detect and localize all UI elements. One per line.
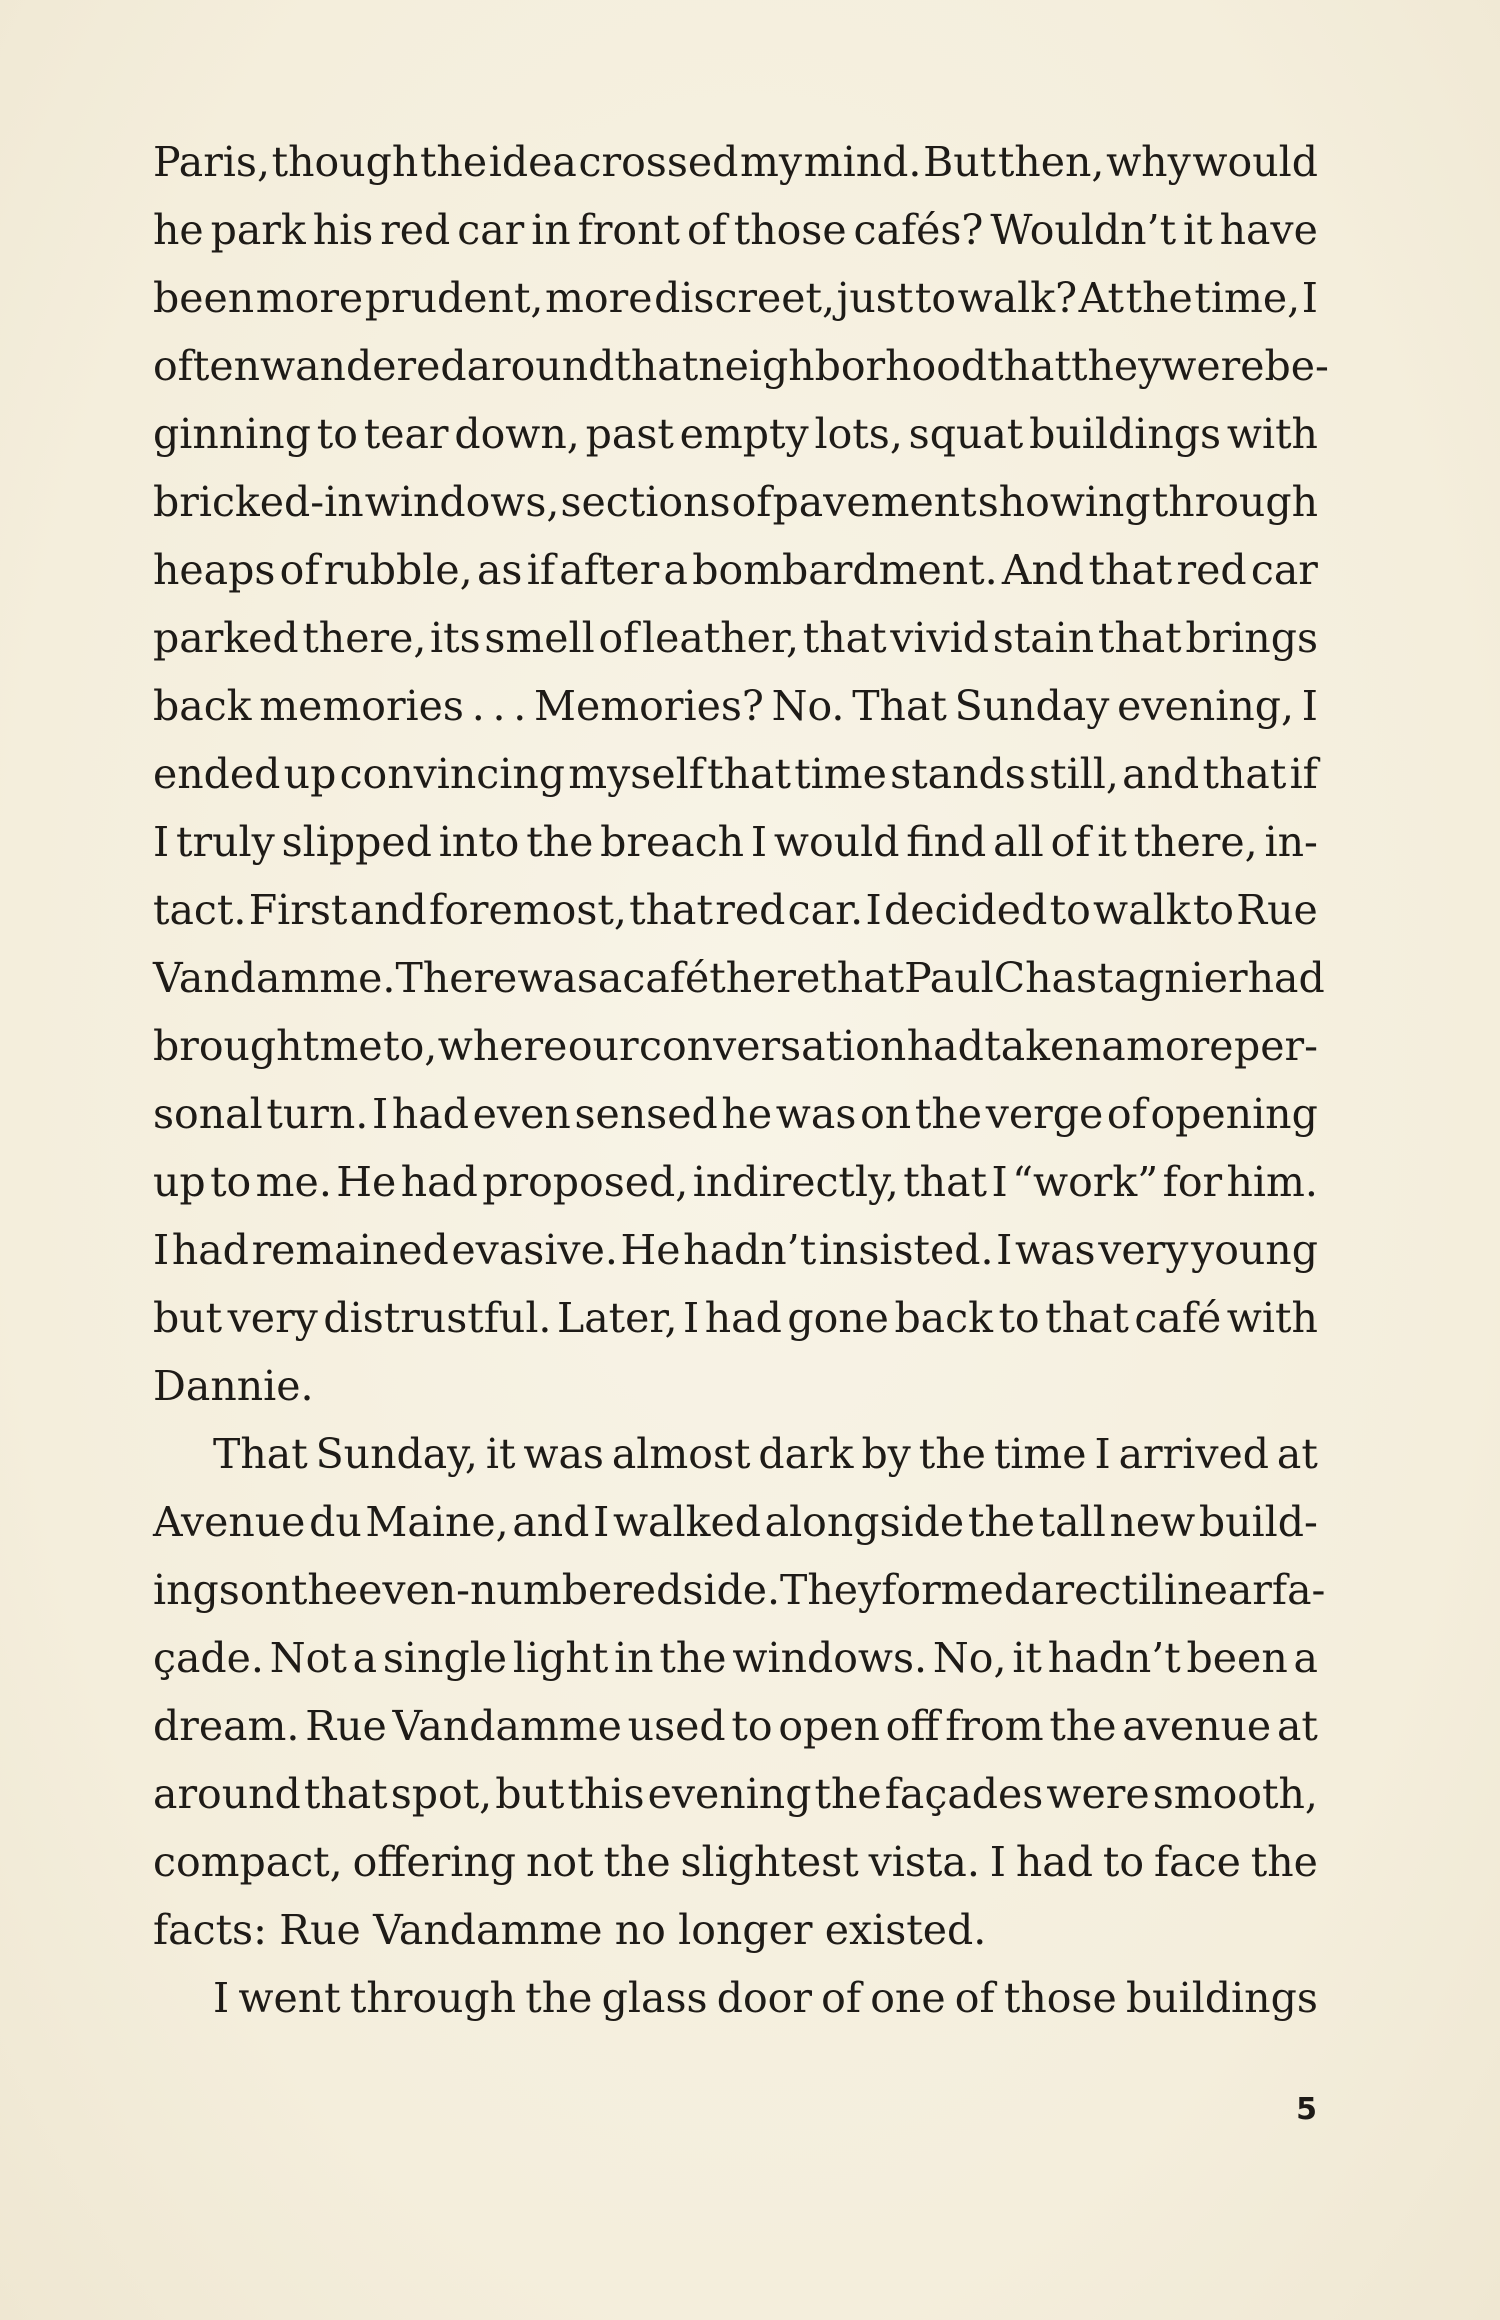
text-line: parked there, its smell of leather, that vivid stain that brings	[153, 614, 1318, 662]
body-text	[153, 128, 1329, 2032]
text-line: I truly slipped into the breach I would find all of it there, in-	[153, 818, 1318, 866]
text-line: brought me to, where our conversation had taken a more per-	[153, 1022, 1318, 1070]
text-line: I had remained evasive. He hadn’t insisted. I was very young	[153, 1226, 1318, 1274]
text-line: Paris, though the idea crossed my mind. But then, why would	[153, 138, 1318, 186]
text-line: bricked-in windows, sections of pavement showing through	[153, 478, 1318, 526]
text-line: ings on the even-numbered side. They formed a rectilinear fa-	[153, 1566, 1326, 1614]
text-line: I went through the glass door of one of those buildings	[213, 1974, 1318, 2022]
text-line: sonal turn. I had even sensed he was on the verge of opening	[153, 1090, 1318, 1138]
text-line: but very distrustful. Later, I had gone back to that café with	[153, 1294, 1318, 1342]
text-line: often wandered around that neighborhood that they were be-	[153, 342, 1329, 390]
text-line: ginning to tear down, past empty lots, squat buildings with	[153, 410, 1318, 458]
text-line: facts: Rue Vandamme no longer existed.	[153, 1906, 987, 1954]
text-line: Vandamme. There was a café there that Paul Chastagnier had	[153, 954, 1325, 1002]
text-line: dream. Rue Vandamme used to open off from the avenue at	[153, 1702, 1318, 1750]
text-line: compact, offering not the slightest vista. I had to face the	[153, 1838, 1318, 1886]
text-line: back memories . . . Memories? No. That Sunday evening, I	[153, 682, 1318, 730]
text-line: tact. First and foremost, that red car. I decided to walk to Rue	[153, 886, 1318, 934]
text-line: up to me. He had proposed, indirectly, that I “work” for him.	[153, 1158, 1318, 1206]
text-line: That Sunday, it was almost dark by the time I arrived at	[213, 1430, 1318, 1478]
text-line: heaps of rubble, as if after a bombardment. And that red car	[153, 546, 1318, 594]
text-line: around that spot, but this evening the façades were smooth,	[153, 1770, 1318, 1818]
text-line: Dannie.	[153, 1362, 314, 1410]
text-line: çade. Not a single light in the windows. No, it hadn’t been a	[153, 1634, 1318, 1682]
page-number: 5	[1296, 2092, 1317, 2127]
text-line: he park his red car in front of those cafés? Wouldn’t it have	[153, 206, 1318, 254]
text-line: been more prudent, more discreet, just to walk? At the time, I	[153, 274, 1318, 322]
text-line: ended up convincing myself that time stands still, and that if	[153, 750, 1318, 798]
text-line: Avenue du Maine, and I walked alongside the tall new build-	[153, 1498, 1318, 1546]
